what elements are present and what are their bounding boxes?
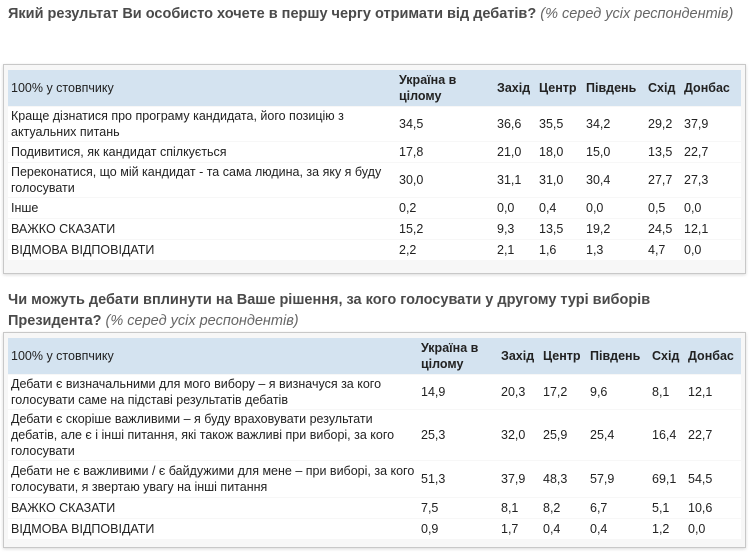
cell-value: 29,2 [645,107,681,141]
row-label: Інше [8,198,396,218]
table-header-row [8,70,741,106]
cell-value: 25,3 [418,410,498,460]
row-label: ВАЖКО СКАЗАТИ [8,219,396,239]
cell-value: 13,5 [645,142,681,162]
header-cell: Центр [536,70,583,106]
cell-value: 8,1 [498,498,540,518]
row-label: Краще дізнатися про програму кандидата, його позицію з актуальних питань [8,107,396,141]
header-cell: Україна в цілому [396,70,494,106]
cell-value: 0,0 [494,198,536,218]
cell-value: 69,1 [649,461,685,497]
cell-value: 1,3 [583,240,645,260]
cell-value: 16,4 [649,410,685,460]
table-row [8,498,741,518]
cell-value: 19,2 [583,219,645,239]
cell-value: 27,3 [681,163,741,197]
question-1-subtitle: (% серед усіх респондентів) [540,6,734,22]
cell-value: 12,1 [685,375,741,409]
cell-value: 21,0 [494,142,536,162]
cell-value: 0,2 [396,198,494,218]
cell-value: 37,9 [681,107,741,141]
table-row [8,410,741,460]
table-row [8,219,741,239]
cell-value: 8,2 [540,498,587,518]
question-1-table-box [3,64,746,274]
row-label: Дебати є визначальними для мого вибору – я визначуся за кого голосувати саме на підставі результатів дебатів [8,375,418,409]
header-cell: 100% у стовпчику [8,338,418,374]
row-label: Переконатися, що мій кандидат - та сама людина, за яку я буду голосувати [8,163,396,197]
cell-value: 30,0 [396,163,494,197]
table-row [8,198,741,218]
question-1-title [8,4,743,25]
cell-value: 0,0 [681,240,741,260]
cell-value: 51,3 [418,461,498,497]
cell-value: 34,2 [583,107,645,141]
cell-value: 9,3 [494,219,536,239]
question-2-title-text: Чи можуть дебати вплинути на Ваше рішення, за кого голосувати у другому турі виборів Президента? [8,292,651,329]
table-row [8,107,741,141]
cell-value: 32,0 [498,410,540,460]
cell-value: 5,1 [649,498,685,518]
header-cell: Центр [540,338,587,374]
cell-value: 2,2 [396,240,494,260]
question-1-table [8,69,741,261]
table-header-row [8,338,741,374]
cell-value: 48,3 [540,461,587,497]
cell-value: 25,4 [587,410,649,460]
row-label: ВІДМОВА ВІДПОВІДАТИ [8,519,418,539]
header-cell: Схід [649,338,685,374]
cell-value: 0,0 [681,198,741,218]
cell-value: 34,5 [396,107,494,141]
cell-value: 0,9 [418,519,498,539]
cell-value: 57,9 [587,461,649,497]
header-cell: Донбас [681,70,741,106]
table-row [8,240,741,260]
header-cell: Схід [645,70,681,106]
question-2-subtitle: (% серед усіх респондентів) [105,313,299,329]
question-2-title [8,290,743,332]
cell-value: 7,5 [418,498,498,518]
cell-value: 27,7 [645,163,681,197]
cell-value: 6,7 [587,498,649,518]
cell-value: 17,8 [396,142,494,162]
cell-value: 17,2 [540,375,587,409]
cell-value: 24,5 [645,219,681,239]
table-row [8,519,741,539]
cell-value: 8,1 [649,375,685,409]
row-label: Дебати не є важливими / є байдужими для мене – при виборі, за кого голосувати, я звертаю увагу на інші питання [8,461,418,497]
cell-value: 0,0 [685,519,741,539]
cell-value: 18,0 [536,142,583,162]
row-label: ВІДМОВА ВІДПОВІДАТИ [8,240,396,260]
cell-value: 0,4 [587,519,649,539]
header-cell: Донбас [685,338,741,374]
cell-value: 36,6 [494,107,536,141]
table-row [8,163,741,197]
cell-value: 31,1 [494,163,536,197]
cell-value: 1,7 [498,519,540,539]
cell-value: 0,0 [583,198,645,218]
cell-value: 9,6 [587,375,649,409]
cell-value: 22,7 [685,410,741,460]
question-2-table-box [3,332,746,548]
cell-value: 4,7 [645,240,681,260]
header-cell: 100% у стовпчику [8,70,396,106]
cell-value: 35,5 [536,107,583,141]
header-cell: Південь [587,338,649,374]
table-row [8,375,741,409]
row-label: Подивитися, як кандидат спілкується [8,142,396,162]
header-cell: Захід [498,338,540,374]
header-cell: Україна в цілому [418,338,498,374]
cell-value: 54,5 [685,461,741,497]
table-row [8,461,741,497]
cell-value: 1,2 [649,519,685,539]
cell-value: 0,4 [536,198,583,218]
cell-value: 15,0 [583,142,645,162]
cell-value: 10,6 [685,498,741,518]
question-2-table [8,337,741,540]
question-1-title-text: Який результат Ви особисто хочете в першу чергу отримати від дебатів? [8,6,537,22]
cell-value: 1,6 [536,240,583,260]
cell-value: 37,9 [498,461,540,497]
cell-value: 25,9 [540,410,587,460]
cell-value: 31,0 [536,163,583,197]
cell-value: 13,5 [536,219,583,239]
cell-value: 22,7 [681,142,741,162]
cell-value: 12,1 [681,219,741,239]
header-cell: Південь [583,70,645,106]
cell-value: 14,9 [418,375,498,409]
row-label: ВАЖКО СКАЗАТИ [8,498,418,518]
cell-value: 30,4 [583,163,645,197]
cell-value: 15,2 [396,219,494,239]
cell-value: 20,3 [498,375,540,409]
cell-value: 2,1 [494,240,536,260]
header-cell: Захід [494,70,536,106]
row-label: Дебати є скоріше важливими – я буду враховувати результати дебатів, але є і інші питання, які також важливі при виборі, за кого голосувати [8,410,418,460]
table-row [8,142,741,162]
cell-value: 0,4 [540,519,587,539]
cell-value: 0,5 [645,198,681,218]
